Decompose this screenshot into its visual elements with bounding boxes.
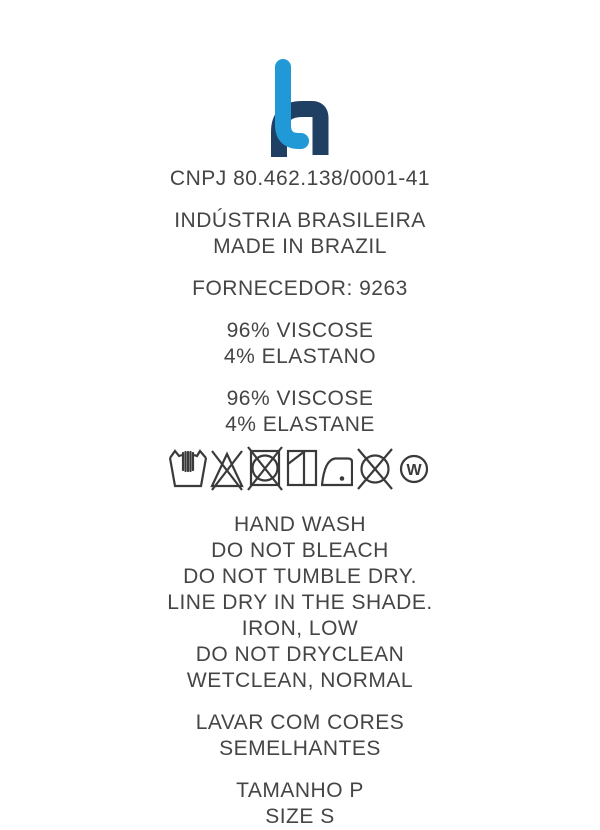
wash-note-line: SEMELHANTES [219, 737, 381, 760]
composition-pt-line: 96% VISCOSE [226, 319, 374, 342]
do-not-tumble-dry-icon [247, 442, 283, 498]
origin-line-pt: INDÚSTRIA BRASILEIRA [174, 209, 426, 232]
cnpj-line: CNPJ 80.462.138/0001-41 [169, 167, 431, 190]
care-instruction-line: WETCLEAN, NORMAL [186, 669, 414, 692]
do-not-bleach-icon [209, 442, 245, 498]
hand-wash-icon [169, 442, 207, 498]
care-instruction-line: DO NOT BLEACH [211, 539, 389, 562]
composition-en-line: 4% ELASTANE [225, 413, 375, 436]
care-instruction-line: DO NOT DRYCLEAN [195, 643, 405, 666]
wash-note-line: LAVAR COM CORES [195, 711, 405, 734]
care-instruction-line: DO NOT TUMBLE DRY. [183, 565, 417, 588]
composition-en-line: 96% VISCOSE [226, 387, 374, 410]
size-line-en: SIZE S [265, 805, 335, 828]
wet-clean-icon [397, 442, 431, 498]
line-dry-in-shade-icon [285, 442, 319, 498]
iron-low-icon [321, 442, 353, 498]
supplier-line: FORNECEDOR: 9263 [192, 277, 408, 300]
hering-h-logo-icon [260, 52, 340, 164]
do-not-dryclean-icon [355, 442, 395, 498]
care-instruction-line: HAND WASH [233, 513, 367, 536]
size-line-pt: TAMANHO P [236, 779, 364, 802]
wet-clean-letter: W [406, 462, 422, 479]
origin-line-en: MADE IN BRAZIL [213, 235, 387, 258]
care-instruction-line: LINE DRY IN THE SHADE. [167, 591, 433, 614]
composition-pt-line: 4% ELASTANO [223, 345, 377, 368]
care-symbols-row [169, 442, 431, 498]
care-instruction-line: IRON, LOW [241, 617, 359, 640]
